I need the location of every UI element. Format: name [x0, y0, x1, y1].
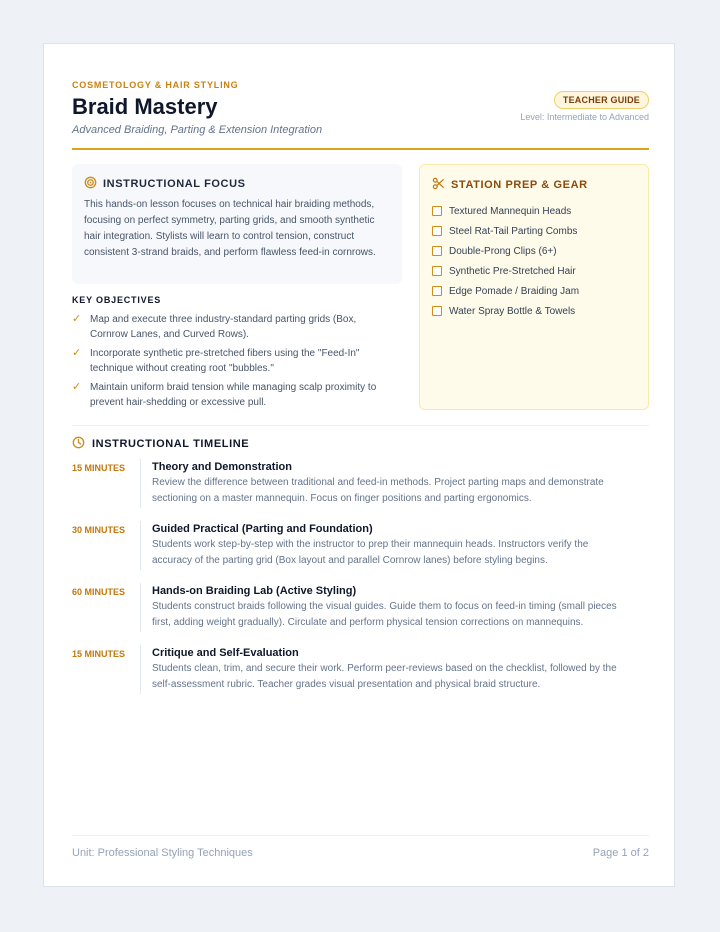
timeline-duration: 60 MINUTES	[72, 587, 126, 597]
timeline-desc-line: Students work step-by-step with the instructor to prep their mannequin heads. Instructors verify the	[152, 539, 589, 550]
prep-item[interactable]: Textured Mannequin Heads	[432, 201, 636, 221]
footer-unit: Unit: Professional Styling Techniques	[72, 847, 253, 859]
timeline-desc-line: Students clean, trim, and secure their work. Perform peer-reviews based on the checklist, followed by the	[152, 663, 617, 674]
check-icon: ✓	[72, 347, 82, 359]
level-label: Level: Intermediate to Advanced	[520, 112, 649, 122]
objectives-list	[72, 312, 392, 414]
timeline-item	[72, 459, 649, 521]
station-prep-panel	[419, 164, 649, 410]
timeline-title: Hands-on Braiding Lab (Active Styling)	[152, 585, 357, 597]
timeline-header	[72, 436, 249, 452]
target-icon	[84, 176, 97, 192]
timeline-title: Guided Practical (Parting and Foundation)	[152, 523, 373, 535]
objectives-heading: KEY OBJECTIVES	[72, 295, 162, 305]
footer-divider	[72, 835, 649, 836]
footer-page-number: Page 1 of 2	[592, 847, 649, 859]
instructional-focus-panel	[72, 164, 402, 284]
objective-item: ✓ Map and execute three industry-standard parting grids (Box, Cornrow Lanes, and Curved Rows).	[72, 313, 357, 340]
scissors-icon	[432, 177, 445, 193]
timeline-title: Theory and Demonstration	[152, 461, 292, 473]
checkbox[interactable]	[432, 306, 442, 316]
timeline-list	[72, 459, 649, 707]
timeline-item	[72, 521, 649, 583]
prep-heading: STATION PREP & GEAR	[451, 179, 588, 191]
prep-item[interactable]: Steel Rat-Tail Parting Combs	[432, 221, 636, 241]
prep-item[interactable]: Water Spray Bottle & Towels	[432, 301, 636, 321]
timeline-duration: 15 MINUTES	[72, 649, 126, 659]
timeline-item	[72, 645, 649, 707]
title-divider	[72, 148, 649, 150]
checkbox[interactable]	[432, 206, 442, 216]
timeline-desc-line: sectioning on a master mannequin. Focus on finger positions and parting ergonomics.	[152, 493, 532, 504]
objective-item: ✓ Maintain uniform braid tension while managing scalp proximity to prevent hair-shedding or excessive pull.	[72, 381, 377, 408]
prep-item[interactable]: Edge Pomade / Braiding Jam	[432, 281, 636, 301]
teacher-guide-badge: TEACHER GUIDE	[554, 91, 649, 109]
timeline-desc-line: Review the difference between traditional and feed-in methods. Project parting maps and demonstrate	[152, 477, 604, 488]
focus-heading: INSTRUCTIONAL FOCUS	[103, 178, 246, 190]
timeline-desc-line: self-assessment rubric. Teacher grades visual presentation and physical braid structure.	[152, 679, 541, 690]
timeline-desc-line: first, adding weight gradually). Circulate and perform physical tension corrections on mannequins.	[152, 617, 584, 628]
page-subtitle: Advanced Braiding, Parting & Extension Integration	[72, 124, 323, 136]
section-divider	[72, 425, 649, 426]
prep-item[interactable]: Synthetic Pre-Stretched Hair	[432, 261, 636, 281]
timeline-desc-line: Students construct braids following the visual guides. Guide them to focus on feed-in timing (small pieces	[152, 601, 617, 612]
objective-item: ✓ Incorporate synthetic pre-stretched fibers using the "Feed-In" technique without creating root "bubbles."	[72, 347, 360, 374]
check-icon: ✓	[72, 381, 82, 393]
checkbox[interactable]	[432, 226, 442, 236]
timeline-duration: 30 MINUTES	[72, 525, 126, 535]
focus-description: This hands-on lesson focuses on technical hair braiding methods, focusing on perfect symmetry, parting grids, and smooth synthetic hair integration. Stylists will learn to control tension, construct consistent 3-strand braids, and perform flawless feed-in cornrows.	[84, 199, 376, 258]
timeline-item	[72, 583, 649, 645]
prep-item[interactable]: Double-Prong Clips (6+)	[432, 241, 636, 261]
timeline-title: Critique and Self-Evaluation	[152, 647, 299, 659]
check-icon: ✓	[72, 313, 82, 325]
timeline-desc-line: accuracy of the parting grid (Box layout and parallel Cornrow lanes) before styling begins.	[152, 555, 548, 566]
clock-icon	[72, 436, 85, 452]
subject-label: COSMETOLOGY & HAIR STYLING	[72, 80, 239, 90]
checkbox[interactable]	[432, 246, 442, 256]
timeline-duration: 15 MINUTES	[72, 463, 126, 473]
checkbox[interactable]	[432, 286, 442, 296]
page-title: Braid Mastery	[72, 94, 218, 119]
checkbox[interactable]	[432, 266, 442, 276]
prep-checklist	[432, 201, 636, 321]
lesson-page	[43, 43, 675, 887]
timeline-heading: INSTRUCTIONAL TIMELINE	[92, 438, 250, 450]
